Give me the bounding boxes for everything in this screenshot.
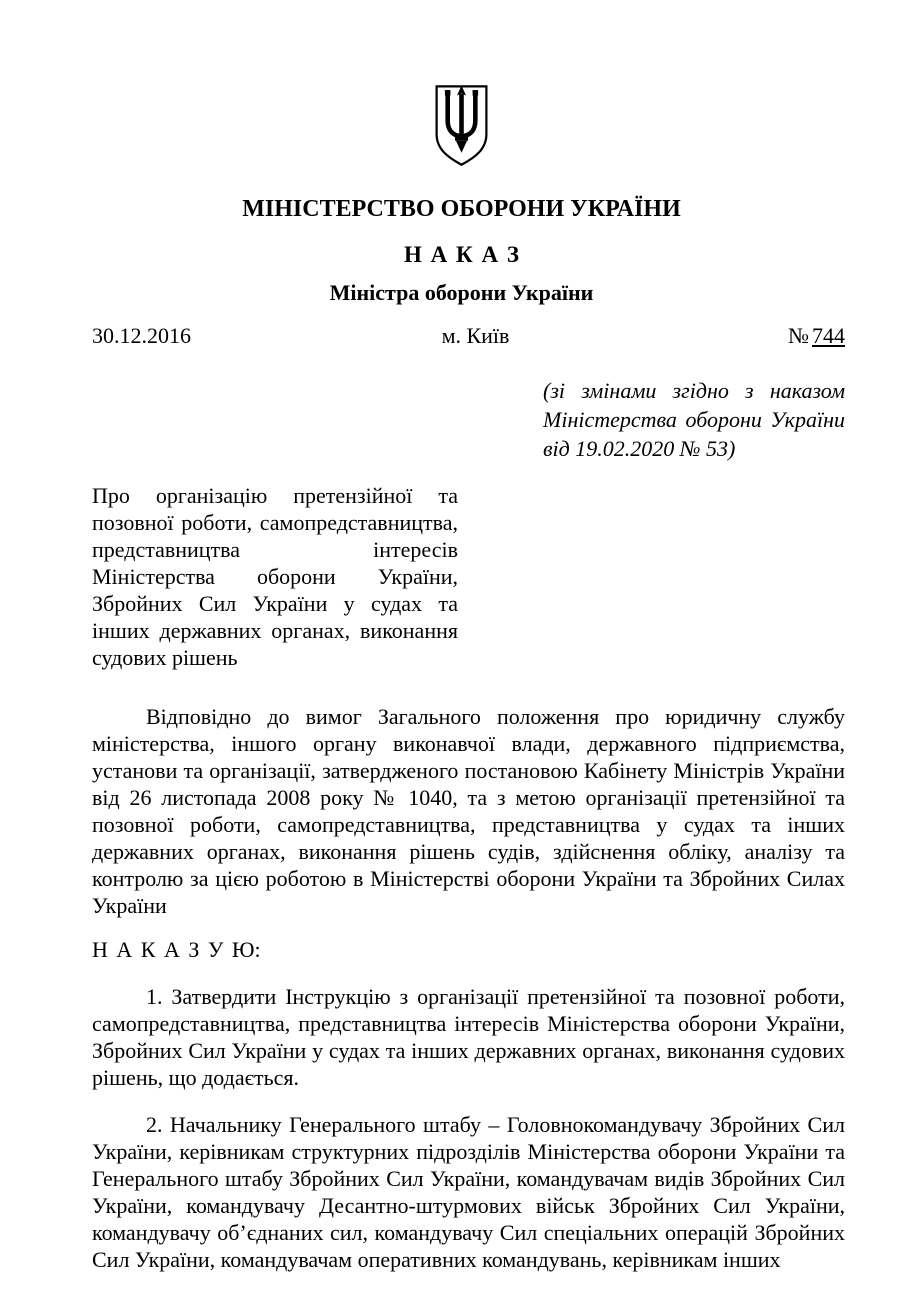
- decree-word: Н А К А З У Ю:: [92, 937, 261, 962]
- order-number: [788, 322, 845, 349]
- order-item-1: 1. Затвердити Інструкцію з організації претензійної та позовної роботи, самопредставництва, представництва інтересів Міністерства оборони України, Збройних Сил України у судах та інших державних органах, виконання судових рішень, що додається.: [92, 984, 845, 1090]
- order-heading: Н А К А З: [404, 242, 519, 267]
- order-date: 30.12.2016: [92, 323, 191, 348]
- number-sign: №: [788, 323, 809, 348]
- preamble-paragraph: Відповідно до вимог Загального положення про юридичну службу міністерства, іншого органу виконавчої влади, державного підприємства, установи та організації, затвердженого постановою Кабінету Міністрів України від 26 листопада 2008 року № 1040, та з метою організації претензійної та позовної роботи, самопредставництва, представництва у судах та інших державних органах, виконання рішень судів, здійснення обліку, аналізу та контролю за цією роботою в Міністерстві оборони України та Збройних Силах України: [92, 704, 845, 918]
- amendment-note: (зі змінами згідно з наказом Міністерства оборони України від 19.02.2020 № 53): [543, 378, 845, 461]
- ukraine-trident-icon: [432, 82, 491, 176]
- emblem-container: [85, 82, 838, 176]
- order-city: м. Київ: [441, 323, 510, 348]
- subject-block: Про організацію претензійної та позовної роботи, самопредставництва, представництва інтересів Міністерства оборони України, Збройних Сил України у судах та інших державних органах, виконання судових рішень: [92, 483, 458, 670]
- order-subheading: Міністра оборони України: [329, 280, 594, 305]
- ministry-title: МІНІСТЕРСТВО ОБОРОНИ УКРАЇНИ: [242, 196, 681, 222]
- date-row: [92, 322, 845, 349]
- number-value: 744: [812, 323, 845, 348]
- order-item-2: 2. Начальнику Генерального штабу – Головнокомандувачу Збройних Сил України, керівникам структурних підрозділів Міністерства оборони України та Генерального штабу Збройних Сил України, командувачам видів Збройних Сил України, командувачу Десантно-штурмових військ Збройних Сил України, командувачу об’єднаних сил, командувачу Сил спеціальних операцій Збройних Сил України, командувачам оперативних командувань, керівникам інших: [92, 1112, 845, 1272]
